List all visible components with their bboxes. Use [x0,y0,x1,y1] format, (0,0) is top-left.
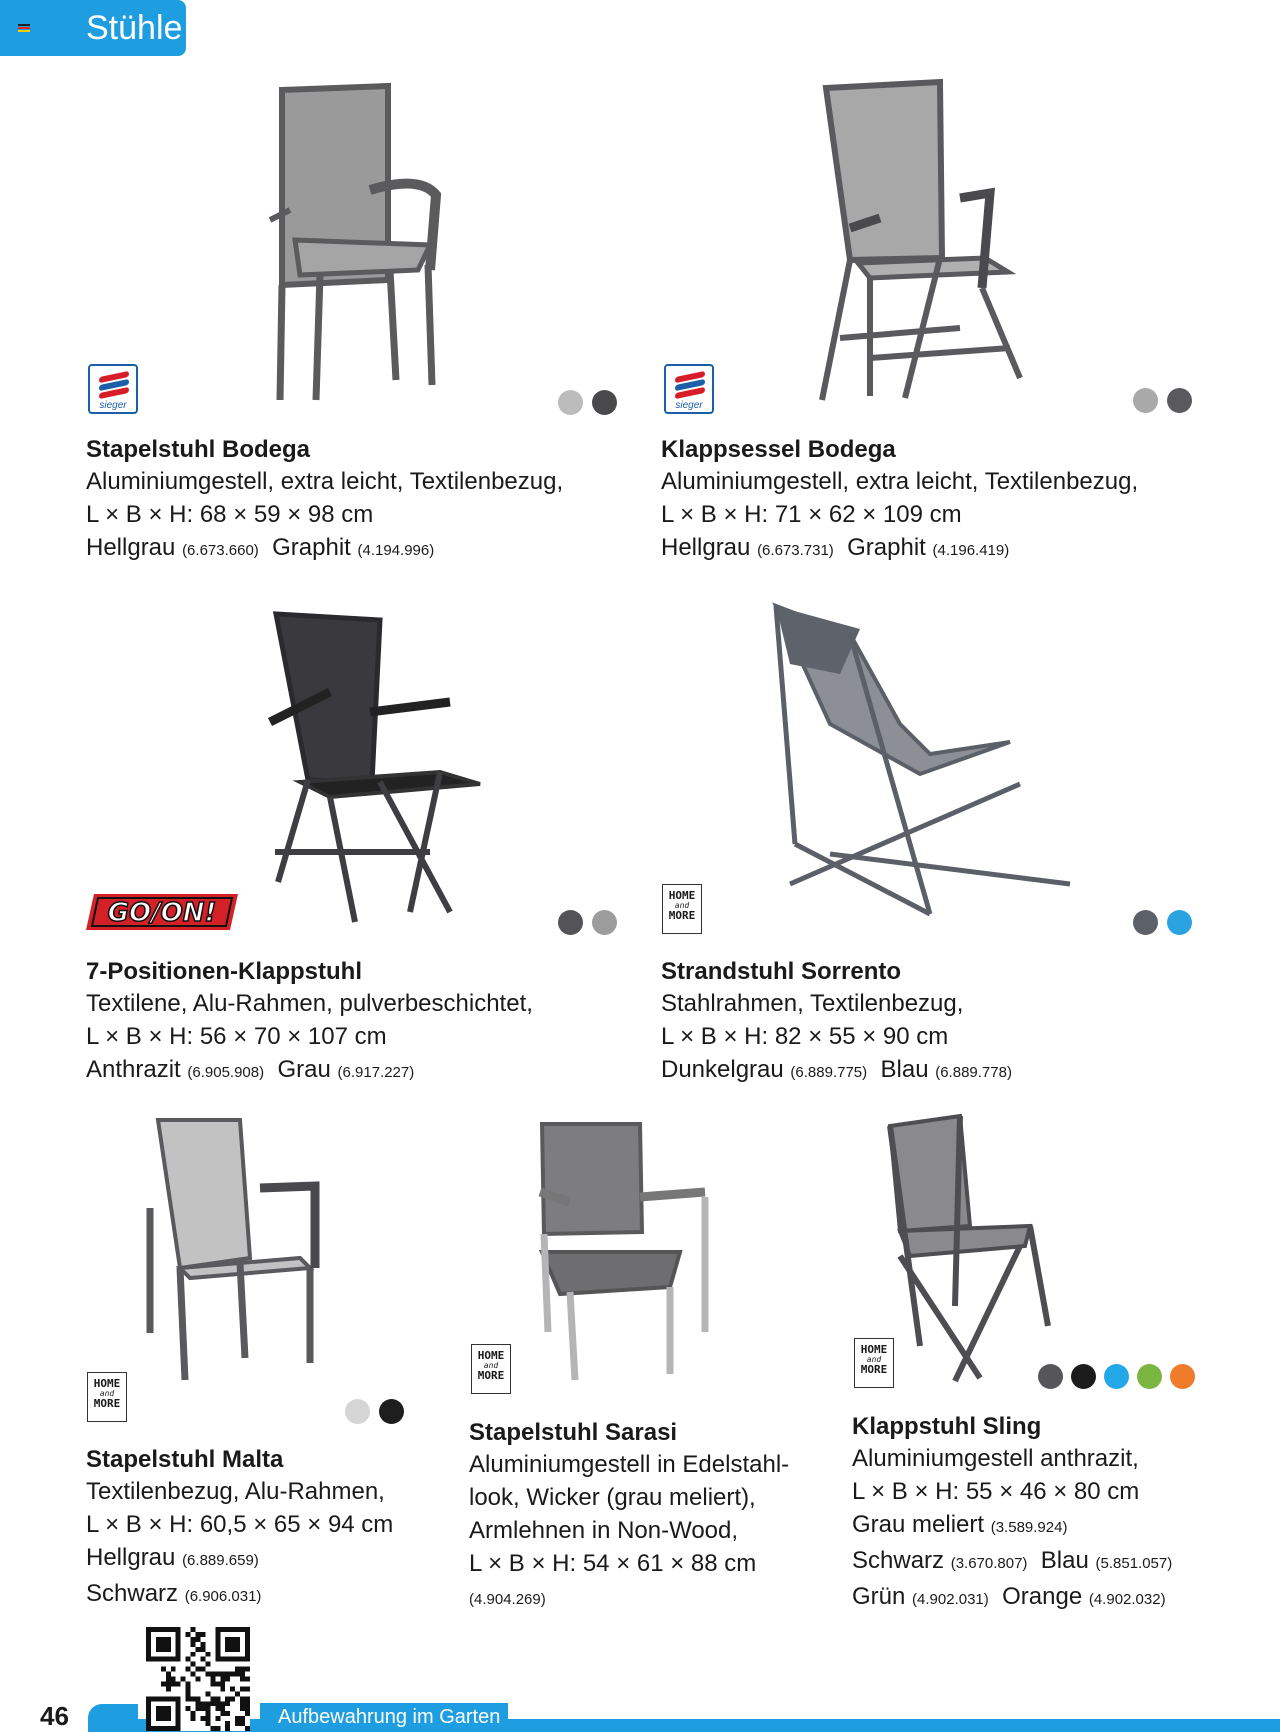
product-name: 7-Positionen-Klappstuhl [86,958,362,985]
logo-and-word: and [483,1361,499,1370]
color-swatch [558,910,583,935]
variant-color: Graphit [272,534,351,561]
logo-home-word: HOME [668,889,696,902]
product-name: Klappsessel Bodega [661,436,896,463]
sieger-logo: sieger [88,364,138,414]
product-description: Aluminiumgestell in Edelstahl- [469,1451,790,1478]
variant-color: Schwarz [86,1580,179,1607]
color-swatches [558,390,617,415]
product-variants [852,1544,1172,1580]
product-dimensions: L × B × H: 56 × 70 × 107 cm [86,1023,387,1050]
sieger-logo: sieger [664,364,714,414]
product-name: Stapelstuhl Bodega [86,436,311,463]
product-variants [86,531,563,567]
qr-code-icon[interactable] [146,1627,250,1731]
product-stapelstuhl-bodega [86,435,563,567]
variant-color: Grün [852,1583,906,1610]
logo-more-word: MORE [93,1397,121,1410]
product-variants [852,1580,1172,1616]
logo-more-word: MORE [668,909,696,922]
product-dimensions: L × B × H: 54 × 61 × 88 cm [469,1550,757,1577]
product-dimensions: L × B × H: 68 × 59 × 98 cm [86,501,374,528]
color-swatch [558,390,583,415]
product-dimensions: L × B × H: 71 × 62 × 109 cm [661,501,962,528]
product-description: Textilenbezug, Alu-Rahmen, [86,1478,385,1505]
product-name: Stapelstuhl Sarasi [469,1419,678,1446]
variant-color: Anthrazit [86,1056,181,1083]
product-description: look, Wicker (grau meliert), [469,1484,756,1511]
variant-code: (6.889.778) [935,1064,1012,1081]
variant-code: (6.889.659) [182,1552,259,1569]
product-variant [86,1577,393,1613]
product-name: Strandstuhl Sorrento [661,958,902,985]
home-and-more-logo [87,1372,127,1422]
color-swatch [1038,1364,1063,1389]
variant-code: (3.589.924) [990,1519,1068,1536]
color-swatches [1038,1364,1195,1389]
color-swatches [558,910,617,935]
product-image-stapelstuhl-malta [140,1118,330,1388]
product-image-stapelstuhl-sarasi [530,1122,720,1382]
product-description: Stahlrahmen, Textilenbezug, [661,990,964,1017]
footer-section-label: Aufbewahrung im Garten [260,1703,508,1731]
color-swatch [592,390,617,415]
variant-color: Dunkelgrau [661,1056,784,1083]
home-and-more-logo [662,884,702,934]
variant-code: (3.670.807) [950,1555,1028,1572]
variant-code: (6.673.731) [757,542,834,559]
product-dimensions: L × B × H: 82 × 55 × 90 cm [661,1023,949,1050]
product-klappstuhl-sling [852,1412,1172,1616]
product-image-klappstuhl-sling [880,1116,1060,1386]
variant-code: (4.194.996) [357,542,435,559]
color-swatch [345,1399,370,1424]
product-name: Klappstuhl Sling [852,1413,1042,1440]
product-variant [852,1508,1172,1544]
variant-color: Grau [277,1056,331,1083]
product-variant [469,1580,789,1616]
page-number: 46 [40,1701,69,1731]
variant-code: (6.673.660) [182,542,259,559]
product-klappsessel-bodega [661,435,1138,567]
color-swatch [1137,1364,1162,1389]
logo-and-word: and [866,1355,882,1364]
logo-home-word: HOME [860,1343,888,1356]
logo-and-word: and [99,1389,115,1398]
variant-color: Orange [1002,1583,1083,1610]
logo-home-word: HOME [477,1349,505,1362]
product-name: Stapelstuhl Malta [86,1446,284,1473]
product-7-positionen-klappstuhl [86,957,533,1089]
home-and-more-logo [854,1338,894,1388]
product-description: Armlehnen in Non-Wood, [469,1517,739,1544]
variant-color: Hellgrau [661,534,751,561]
goon-logo-text: GO/ON! [107,898,217,928]
product-variants [86,1053,533,1089]
product-variants [661,1053,1012,1089]
product-stapelstuhl-malta [86,1445,393,1613]
product-strandstuhl-sorrento [661,957,1012,1089]
product-variants [661,531,1138,567]
variant-color: Hellgrau [86,534,176,561]
color-swatches [345,1399,404,1424]
variant-code: (6.906.031) [184,1588,262,1605]
goon-logo [86,892,238,932]
variant-color: Blau [1040,1547,1089,1574]
product-dimensions: L × B × H: 55 × 46 × 80 cm [852,1478,1140,1505]
color-swatches [1133,388,1192,413]
variant-color: Grau meliert [852,1511,985,1538]
product-dimensions: L × B × H: 60,5 × 65 × 94 cm [86,1511,394,1538]
product-stapelstuhl-sarasi [469,1418,789,1616]
logo-more-word: MORE [477,1369,505,1382]
product-description: Aluminiumgestell, extra leicht, Textilenbezug, [86,468,564,495]
variant-color: Graphit [847,534,926,561]
variant-code: (6.889.775) [790,1064,868,1081]
color-swatch [1133,910,1158,935]
variant-code: (4.904.269) [469,1591,546,1608]
color-swatch [1167,388,1192,413]
variant-code: (4.902.031) [912,1591,989,1608]
product-image-7-positionen-klappstuhl [260,612,500,932]
variant-code: (5.851.057) [1095,1555,1173,1572]
product-description: Textilene, Alu-Rahmen, pulverbeschichtet, [86,990,533,1017]
variant-code: (4.196.419) [932,542,1010,559]
product-image-stapelstuhl-bodega [240,80,500,410]
color-swatch [1104,1364,1129,1389]
product-image-strandstuhl-sorrento [770,604,1080,924]
variant-color: Blau [880,1056,929,1083]
logo-and-word: and [674,901,690,910]
color-swatch [1167,910,1192,935]
product-image-klappsessel-bodega [810,78,1040,408]
logo-home-word: HOME [93,1377,121,1390]
product-description: Aluminiumgestell, extra leicht, Textilenbezug, [661,468,1139,495]
variant-code: (4.902.032) [1088,1591,1166,1608]
color-swatch [1071,1364,1096,1389]
flag-icon [18,24,30,31]
color-swatch [379,1399,404,1424]
variant-code: (6.917.227) [337,1064,415,1081]
section-title: Stühle [86,9,183,47]
variant-code: (6.905.908) [187,1064,265,1081]
color-swatch [592,910,617,935]
logo-more-word: MORE [860,1363,888,1376]
product-description: Aluminiumgestell anthrazit, [852,1445,1139,1472]
color-swatch [1133,388,1158,413]
variant-color: Hellgrau [86,1544,176,1571]
home-and-more-logo [471,1344,511,1394]
variant-color: Schwarz [852,1547,945,1574]
product-variant [86,1541,393,1577]
color-swatches [1133,910,1192,935]
color-swatch [1170,1364,1195,1389]
